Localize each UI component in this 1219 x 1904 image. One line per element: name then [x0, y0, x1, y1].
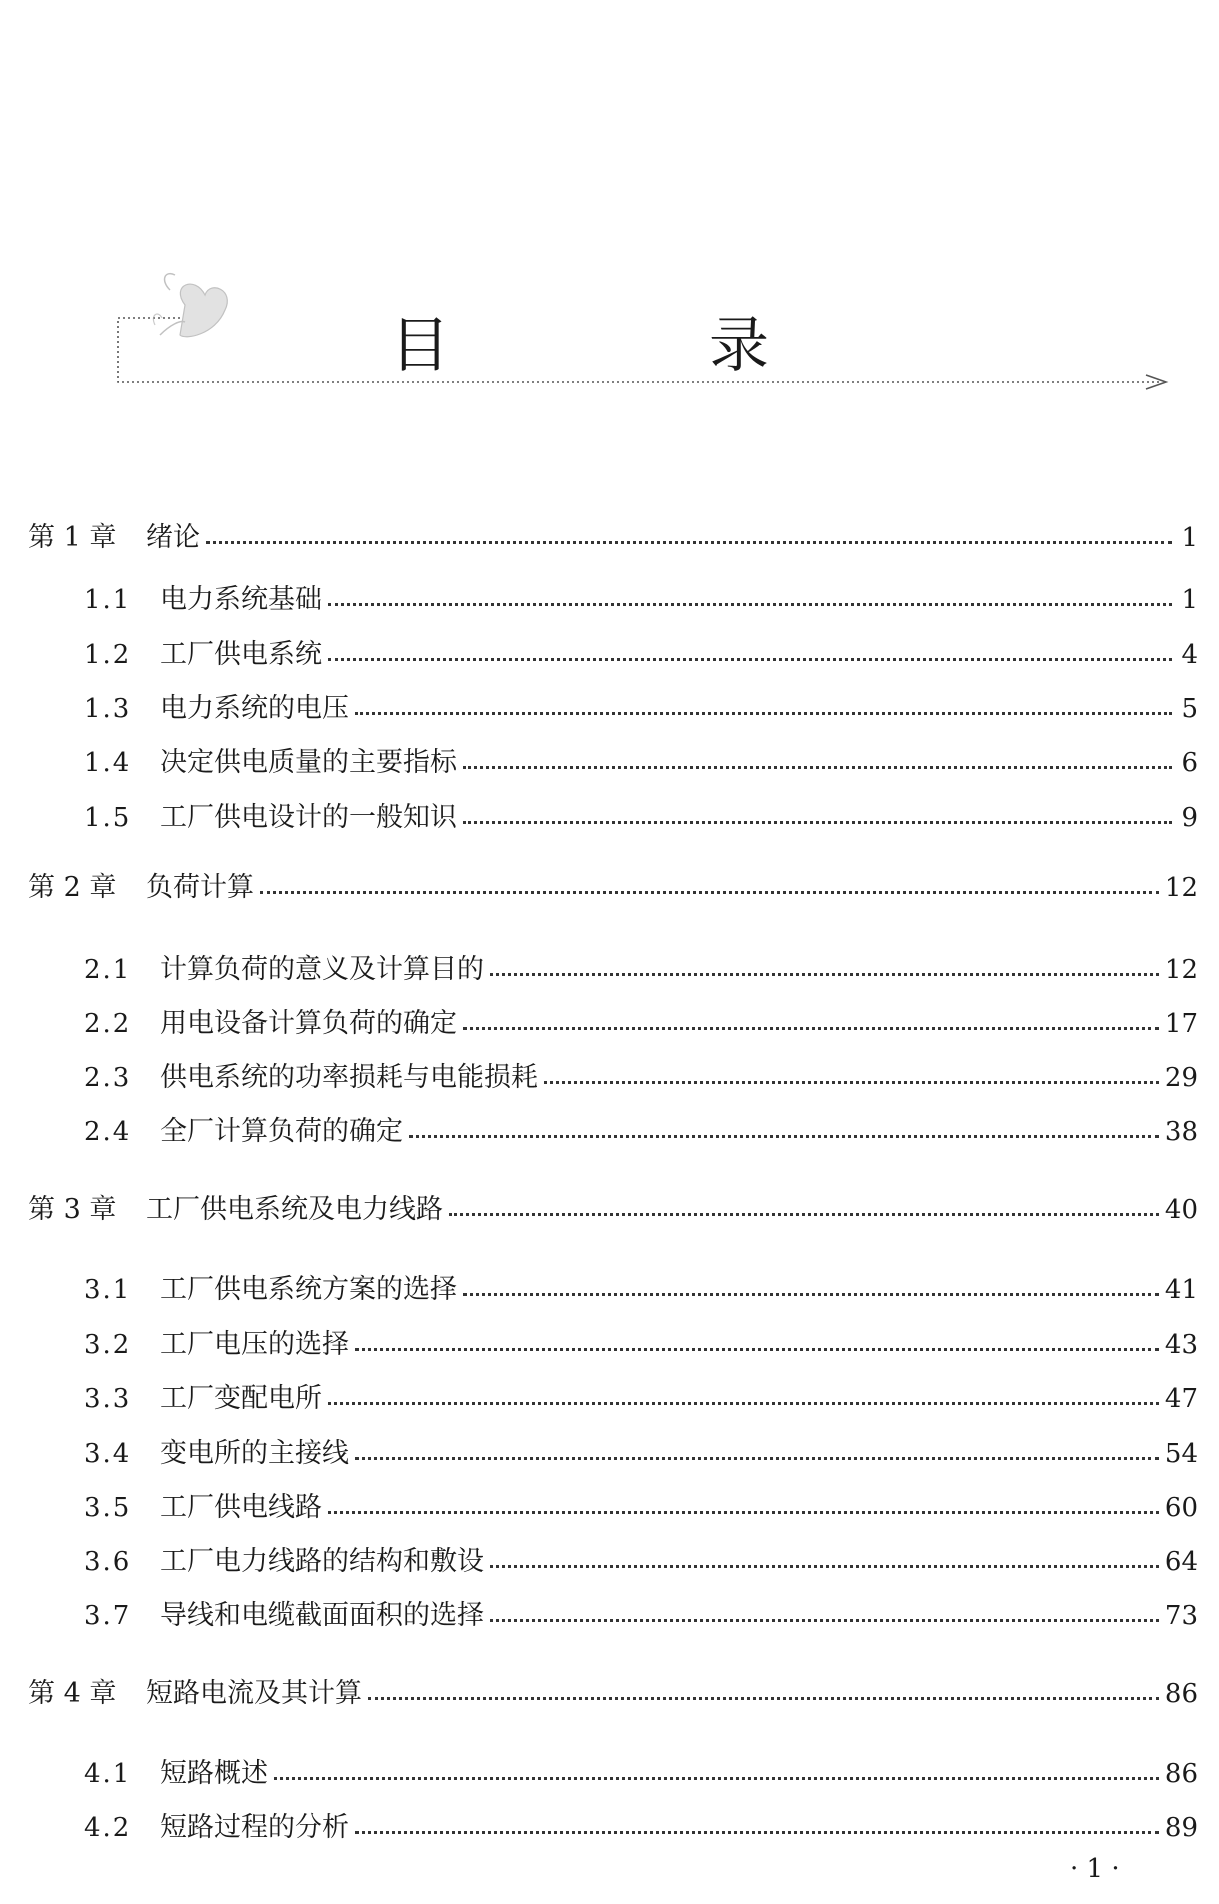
section-number: 1.4	[84, 748, 132, 778]
section-number: 2.1	[84, 955, 132, 985]
toc-section-entry[interactable]	[84, 582, 1198, 618]
section-number: 1.2	[84, 640, 132, 670]
section-title: 短路概述	[160, 1758, 268, 1789]
section-title: 工厂变配电所	[160, 1383, 322, 1414]
section-title: 变电所的主接线	[160, 1438, 349, 1469]
toc-chapter-entry[interactable]	[28, 1676, 1198, 1712]
section-page: 89	[1164, 1813, 1198, 1843]
section-number: 3.3	[84, 1384, 132, 1414]
dot-leader	[463, 1026, 1159, 1030]
chapter-title: 负荷计算	[146, 872, 254, 903]
section-title: 供电系统的功率损耗与电能损耗	[160, 1062, 538, 1093]
section-page: 73	[1164, 1601, 1198, 1631]
section-number: 2.2	[84, 1009, 132, 1039]
dot-leader	[463, 1292, 1159, 1296]
section-title: 工厂供电线路	[160, 1492, 322, 1523]
toc-section-entry[interactable]	[84, 1272, 1198, 1308]
section-page: 43	[1164, 1330, 1198, 1360]
toc-section-entry[interactable]	[84, 1598, 1198, 1634]
section-page: 5	[1181, 694, 1198, 724]
toc-section-entry[interactable]	[84, 1810, 1198, 1846]
dot-leader	[328, 1401, 1159, 1405]
toc-section-entry[interactable]	[84, 745, 1198, 781]
section-page: 60	[1164, 1493, 1198, 1523]
toc-section-entry[interactable]	[84, 1436, 1198, 1472]
dot-leader	[355, 1347, 1159, 1351]
page-number: · 1 ·	[1070, 1854, 1120, 1884]
dot-leader	[490, 1564, 1159, 1568]
dot-leader	[328, 602, 1172, 606]
toc-section-entry[interactable]	[84, 691, 1198, 727]
toc-header	[0, 0, 1219, 420]
page-title: 目 录	[389, 311, 890, 381]
chapter-number: 第 4 章	[28, 1678, 117, 1709]
dot-leader	[260, 890, 1159, 894]
toc-chapter-entry[interactable]	[28, 870, 1198, 906]
section-number: 3.5	[84, 1493, 132, 1523]
dot-leader	[355, 1830, 1159, 1834]
section-page: 6	[1181, 748, 1198, 778]
toc-section-entry[interactable]	[84, 1006, 1198, 1042]
section-title: 工厂供电设计的一般知识	[160, 802, 457, 833]
toc-section-entry[interactable]	[84, 1544, 1198, 1580]
dot-leader	[355, 1456, 1159, 1460]
section-number: 4.1	[84, 1759, 132, 1789]
chapter-number: 第 2 章	[28, 872, 117, 903]
section-page: 54	[1164, 1439, 1198, 1469]
dot-leader	[206, 540, 1172, 544]
toc-section-entry[interactable]	[84, 1490, 1198, 1526]
section-number: 3.1	[84, 1275, 132, 1305]
section-number: 1.3	[84, 694, 132, 724]
toc-section-entry[interactable]	[84, 1060, 1198, 1096]
section-number: 3.7	[84, 1601, 132, 1631]
section-title: 用电设备计算负荷的确定	[160, 1008, 457, 1039]
section-page: 64	[1164, 1547, 1198, 1577]
dot-leader	[368, 1696, 1159, 1700]
section-title: 工厂电力线路的结构和敷设	[160, 1546, 484, 1577]
dot-leader	[328, 1510, 1159, 1514]
chapter-number: 第 3 章	[28, 1194, 117, 1225]
chapter-page: 40	[1164, 1195, 1198, 1225]
dot-leader	[328, 657, 1172, 661]
toc-section-entry[interactable]	[84, 1756, 1198, 1792]
dot-leader	[409, 1134, 1159, 1138]
dot-leader	[355, 711, 1172, 715]
toc-section-entry[interactable]	[84, 1327, 1198, 1363]
section-number: 3.4	[84, 1439, 132, 1469]
toc-chapter-entry[interactable]	[28, 1192, 1198, 1228]
section-title: 电力系统的电压	[160, 693, 349, 724]
dot-leader	[544, 1080, 1159, 1084]
dot-leader	[449, 1212, 1159, 1216]
section-number: 2.4	[84, 1117, 132, 1147]
section-title: 工厂供电系统	[160, 639, 322, 670]
chapter-page: 1	[1181, 523, 1198, 553]
chapter-page: 12	[1164, 873, 1198, 903]
section-title: 工厂供电系统方案的选择	[160, 1274, 457, 1305]
chapter-number: 第 1 章	[28, 522, 117, 553]
section-page: 41	[1164, 1275, 1198, 1305]
dot-leader	[463, 765, 1172, 769]
chapter-title: 短路电流及其计算	[146, 1678, 362, 1709]
toc-section-entry[interactable]	[84, 1114, 1198, 1150]
section-title: 计算负荷的意义及计算目的	[160, 954, 484, 985]
toc-section-entry[interactable]	[84, 637, 1198, 673]
section-page: 4	[1181, 640, 1198, 670]
section-page: 17	[1164, 1009, 1198, 1039]
section-page: 12	[1164, 955, 1198, 985]
section-title: 全厂计算负荷的确定	[160, 1116, 403, 1147]
section-title: 电力系统基础	[160, 584, 322, 615]
toc-section-entry[interactable]	[84, 952, 1198, 988]
section-page: 47	[1164, 1384, 1198, 1414]
dot-leader	[490, 1618, 1159, 1622]
section-page: 86	[1164, 1759, 1198, 1789]
toc-section-entry[interactable]	[84, 1381, 1198, 1417]
chapter-title: 绪论	[146, 522, 200, 553]
dot-leader	[274, 1776, 1159, 1780]
section-title: 决定供电质量的主要指标	[160, 747, 457, 778]
section-title: 短路过程的分析	[160, 1812, 349, 1843]
toc-chapter-entry[interactable]	[28, 520, 1198, 556]
section-page: 38	[1164, 1117, 1198, 1147]
section-title: 工厂电压的选择	[160, 1329, 349, 1360]
chapter-page: 86	[1164, 1679, 1198, 1709]
section-number: 2.3	[84, 1063, 132, 1093]
section-page: 1	[1181, 585, 1198, 615]
section-page: 9	[1181, 803, 1198, 833]
section-number: 3.2	[84, 1330, 132, 1360]
section-number: 3.6	[84, 1547, 132, 1577]
section-number: 4.2	[84, 1813, 132, 1843]
dot-leader	[490, 972, 1159, 976]
section-title: 导线和电缆截面面积的选择	[160, 1600, 484, 1631]
section-page: 29	[1164, 1063, 1198, 1093]
toc-section-entry[interactable]	[84, 800, 1198, 836]
section-number: 1.1	[84, 585, 132, 615]
section-number: 1.5	[84, 803, 132, 833]
chapter-title: 工厂供电系统及电力线路	[146, 1194, 443, 1225]
dot-leader	[463, 820, 1172, 824]
